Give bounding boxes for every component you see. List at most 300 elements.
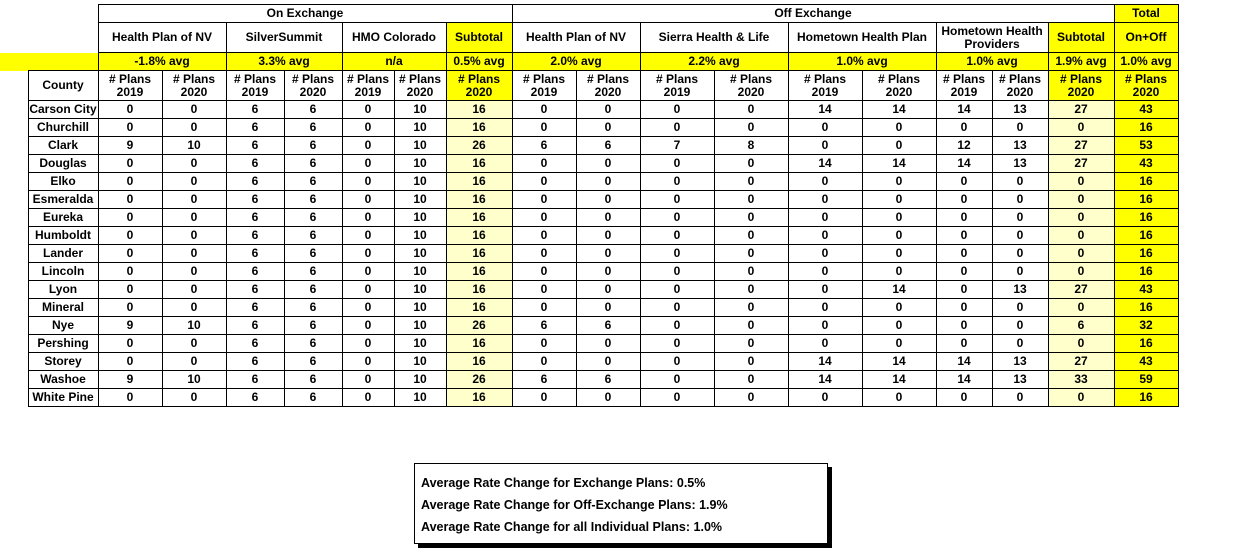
cell: 0 <box>640 101 714 119</box>
cell-subtotal-on: 16 <box>446 281 512 299</box>
cell: 14 <box>936 155 992 173</box>
note-line-exchange: Average Rate Change for Exchange Plans: 0.5% <box>421 476 706 490</box>
cell: 0 <box>788 209 862 227</box>
cell: 10 <box>394 119 446 137</box>
cell: 0 <box>342 299 394 317</box>
cell-total: 59 <box>1114 371 1178 389</box>
cell: 6 <box>226 227 284 245</box>
cell: 7 <box>640 137 714 155</box>
cell: 0 <box>576 209 640 227</box>
cell-subtotal-off: 0 <box>1048 335 1114 353</box>
table-row <box>0 389 1178 407</box>
cell: 0 <box>640 317 714 335</box>
cell-subtotal-off: 0 <box>1048 245 1114 263</box>
spacer <box>70 5 84 23</box>
cell: 0 <box>936 119 992 137</box>
cell: 0 <box>342 245 394 263</box>
group-header-on-exchange: On Exchange <box>98 5 512 23</box>
cell-subtotal-on: 16 <box>446 389 512 407</box>
cell-subtotal-off: 27 <box>1048 155 1114 173</box>
cell: 0 <box>162 101 226 119</box>
cell: 0 <box>936 245 992 263</box>
avg-rate-row <box>0 53 1178 71</box>
cell: 0 <box>936 335 992 353</box>
cell: 0 <box>512 299 576 317</box>
cell: 0 <box>640 281 714 299</box>
table-row <box>0 191 1178 209</box>
cell: 6 <box>226 263 284 281</box>
cell: 0 <box>714 209 788 227</box>
cell: 10 <box>394 227 446 245</box>
subheader-cell-total <box>1114 71 1178 101</box>
cell: 6 <box>226 191 284 209</box>
table-row <box>0 227 1178 245</box>
cell: 0 <box>992 317 1048 335</box>
spacer <box>0 119 14 137</box>
row-county-label: Washoe <box>28 371 98 389</box>
cell: 0 <box>640 173 714 191</box>
cell: 0 <box>992 173 1048 191</box>
cell: 0 <box>992 209 1048 227</box>
spacer <box>0 371 14 389</box>
cell: 0 <box>576 281 640 299</box>
cell: 0 <box>342 173 394 191</box>
subheader-cell <box>862 71 936 101</box>
cell-subtotal-off: 0 <box>1048 119 1114 137</box>
cell: 10 <box>394 101 446 119</box>
spacer <box>28 5 42 23</box>
cell: 0 <box>788 173 862 191</box>
cell: 6 <box>284 389 342 407</box>
spacer <box>42 53 56 71</box>
cell: 0 <box>98 263 162 281</box>
cell: 0 <box>936 227 992 245</box>
cell: 13 <box>992 137 1048 155</box>
cell-total: 43 <box>1114 353 1178 371</box>
cell: 0 <box>576 245 640 263</box>
subheader-year: 2020 <box>594 84 622 99</box>
spacer <box>0 101 14 119</box>
cell: 6 <box>226 335 284 353</box>
cell: 0 <box>98 191 162 209</box>
cell-subtotal-off: 27 <box>1048 281 1114 299</box>
cell: 0 <box>576 353 640 371</box>
cell-total: 16 <box>1114 263 1178 281</box>
avg-silversummit: 3.3% avg <box>226 53 342 71</box>
cell: 0 <box>512 227 576 245</box>
cell: 0 <box>936 281 992 299</box>
spacer <box>14 173 28 191</box>
cell: 6 <box>284 371 342 389</box>
table-row <box>0 119 1178 137</box>
subheader-cell <box>992 71 1048 101</box>
cell: 14 <box>936 353 992 371</box>
avg-health-plan-nv-off: 2.0% avg <box>512 53 640 71</box>
spacer <box>14 389 28 407</box>
cell: 0 <box>342 191 394 209</box>
cell: 0 <box>98 173 162 191</box>
cell: 0 <box>342 353 394 371</box>
cell: 14 <box>788 353 862 371</box>
spacer <box>0 245 14 263</box>
subheader-label: # Plans <box>998 71 1042 86</box>
spacer <box>28 53 42 71</box>
cell: 0 <box>992 263 1048 281</box>
cell: 0 <box>576 299 640 317</box>
row-county-label: Elko <box>28 173 98 191</box>
note-line-all-individual: Average Rate Change for all Individual Plans: 1.0% <box>421 520 723 534</box>
subheader-label: # Plans <box>877 71 921 86</box>
note-line-off-exchange: Average Rate Change for Off-Exchange Plans: 1.9% <box>421 498 728 512</box>
table-row <box>0 371 1178 389</box>
subheader-label: # Plans <box>291 71 335 86</box>
cell: 0 <box>788 281 862 299</box>
subheader-cell <box>98 71 162 101</box>
cell: 0 <box>788 137 862 155</box>
spacer <box>0 5 14 23</box>
cell: 14 <box>788 155 862 173</box>
cell: 0 <box>714 299 788 317</box>
group-header-total: Total <box>1114 5 1178 23</box>
cell: 0 <box>342 335 394 353</box>
cell: 0 <box>162 335 226 353</box>
spacer <box>84 23 98 53</box>
cell: 0 <box>512 335 576 353</box>
subheader-row <box>0 71 1178 101</box>
cell-total: 16 <box>1114 173 1178 191</box>
cell: 0 <box>640 209 714 227</box>
spacer <box>14 227 28 245</box>
cell: 14 <box>862 281 936 299</box>
cell: 0 <box>992 299 1048 317</box>
carrier-hometown-health-providers: Hometown Health Providers <box>936 23 1048 53</box>
subheader-year: 2020 <box>1067 84 1095 99</box>
spacer <box>0 299 14 317</box>
cell: 10 <box>394 137 446 155</box>
cell: 6 <box>576 137 640 155</box>
table-row <box>0 209 1178 227</box>
cell-total: 16 <box>1114 335 1178 353</box>
cell-total: 53 <box>1114 137 1178 155</box>
cell: 0 <box>98 155 162 173</box>
spacer <box>14 245 28 263</box>
cell: 0 <box>342 389 394 407</box>
cell: 0 <box>98 281 162 299</box>
cell: 0 <box>576 155 640 173</box>
spacer <box>56 5 70 23</box>
spacer <box>0 53 14 71</box>
cell-subtotal-off: 0 <box>1048 389 1114 407</box>
cell: 0 <box>788 227 862 245</box>
subheader-label: # Plans <box>803 71 847 86</box>
carrier-subtotal-off: Subtotal <box>1048 23 1114 53</box>
cell: 0 <box>714 119 788 137</box>
cell-subtotal-on: 26 <box>446 137 512 155</box>
cell: 0 <box>714 389 788 407</box>
cell: 0 <box>992 119 1048 137</box>
cell: 0 <box>714 371 788 389</box>
spacer <box>70 53 84 71</box>
cell: 0 <box>576 227 640 245</box>
spacer <box>14 209 28 227</box>
cell-subtotal-off: 27 <box>1048 101 1114 119</box>
spacer <box>14 281 28 299</box>
table-row <box>0 353 1178 371</box>
cell: 12 <box>936 137 992 155</box>
cell: 0 <box>342 263 394 281</box>
cell-subtotal-on: 16 <box>446 101 512 119</box>
cell: 0 <box>512 173 576 191</box>
cell: 14 <box>862 101 936 119</box>
cell-subtotal-on: 16 <box>446 191 512 209</box>
cell: 10 <box>394 155 446 173</box>
cell: 6 <box>226 119 284 137</box>
cell: 0 <box>788 335 862 353</box>
cell: 0 <box>640 335 714 353</box>
subheader-label: # Plans <box>1059 71 1103 86</box>
cell: 6 <box>226 137 284 155</box>
cell: 0 <box>98 353 162 371</box>
cell: 0 <box>576 263 640 281</box>
cell: 0 <box>576 335 640 353</box>
avg-health-plan-nv-on: -1.8% avg <box>98 53 226 71</box>
cell: 6 <box>226 299 284 317</box>
cell: 10 <box>162 371 226 389</box>
cell-subtotal-off: 0 <box>1048 299 1114 317</box>
subheader-cell <box>640 71 714 101</box>
spacer <box>0 335 14 353</box>
cell: 0 <box>98 299 162 317</box>
subheader-year: 2019 <box>241 84 269 99</box>
cell: 14 <box>862 371 936 389</box>
spacer <box>0 353 14 371</box>
cell: 6 <box>226 209 284 227</box>
subheader-year: 2020 <box>1006 84 1034 99</box>
spacer <box>56 53 70 71</box>
cell: 0 <box>162 191 226 209</box>
cell: 6 <box>284 173 342 191</box>
cell: 14 <box>862 155 936 173</box>
spacer <box>56 23 70 53</box>
cell: 0 <box>788 245 862 263</box>
cell: 0 <box>640 299 714 317</box>
cell: 6 <box>226 371 284 389</box>
cell: 0 <box>342 101 394 119</box>
carrier-hmo-colorado: HMO Colorado <box>342 23 446 53</box>
cell: 6 <box>284 101 342 119</box>
cell: 6 <box>284 119 342 137</box>
carrier-health-plan-nv-on: Health Plan of NV <box>98 23 226 53</box>
cell: 0 <box>640 191 714 209</box>
cell-subtotal-off: 0 <box>1048 173 1114 191</box>
cell: 0 <box>98 209 162 227</box>
spacer <box>0 191 14 209</box>
cell-subtotal-off: 0 <box>1048 209 1114 227</box>
cell: 0 <box>862 335 936 353</box>
cell: 10 <box>162 137 226 155</box>
cell: 0 <box>992 335 1048 353</box>
cell: 0 <box>162 389 226 407</box>
spacer <box>14 71 28 101</box>
cell: 10 <box>394 191 446 209</box>
cell: 0 <box>342 119 394 137</box>
cell-subtotal-off: 27 <box>1048 137 1114 155</box>
cell: 0 <box>936 209 992 227</box>
carrier-silversummit: SilverSummit <box>226 23 342 53</box>
cell: 9 <box>98 317 162 335</box>
spacer <box>0 155 14 173</box>
cell: 0 <box>98 101 162 119</box>
cell: 0 <box>640 389 714 407</box>
cell: 0 <box>162 263 226 281</box>
cell: 0 <box>162 353 226 371</box>
cell: 0 <box>714 227 788 245</box>
spacer <box>14 353 28 371</box>
cell: 0 <box>342 155 394 173</box>
cell-subtotal-on: 16 <box>446 227 512 245</box>
cell: 0 <box>714 191 788 209</box>
cell: 13 <box>992 371 1048 389</box>
cell: 6 <box>226 101 284 119</box>
cell: 0 <box>162 245 226 263</box>
cell: 0 <box>512 191 576 209</box>
spacer <box>14 155 28 173</box>
cell-subtotal-off: 0 <box>1048 191 1114 209</box>
cell: 0 <box>98 227 162 245</box>
cell: 0 <box>714 317 788 335</box>
avg-sierra-health-life: 2.2% avg <box>640 53 788 71</box>
subheader-year: 2019 <box>530 84 558 99</box>
subheader-cell <box>576 71 640 101</box>
cell: 0 <box>714 263 788 281</box>
cell: 0 <box>576 173 640 191</box>
cell-subtotal-on: 16 <box>446 335 512 353</box>
cell: 0 <box>788 389 862 407</box>
subheader-label: # Plans <box>457 71 501 86</box>
cell: 6 <box>284 281 342 299</box>
subheader-year: 2020 <box>1132 84 1160 99</box>
cell: 0 <box>640 353 714 371</box>
row-county-label: Nye <box>28 317 98 335</box>
subheader-label: # Plans <box>398 71 442 86</box>
cell: 9 <box>98 137 162 155</box>
avg-hmo-colorado: n/a <box>342 53 446 71</box>
spacer <box>14 101 28 119</box>
spacer <box>14 263 28 281</box>
cell: 0 <box>342 317 394 335</box>
cell: 6 <box>226 245 284 263</box>
cell: 0 <box>788 317 862 335</box>
subheader-year: 2020 <box>299 84 327 99</box>
row-county-label: Douglas <box>28 155 98 173</box>
subheader-label: # Plans <box>233 71 277 86</box>
cell: 6 <box>284 209 342 227</box>
cell: 0 <box>714 101 788 119</box>
cell: 0 <box>640 227 714 245</box>
cell: 6 <box>284 335 342 353</box>
table-row <box>0 335 1178 353</box>
spacer <box>14 317 28 335</box>
spacer <box>0 137 14 155</box>
row-county-label: Storey <box>28 353 98 371</box>
subheader-label: # Plans <box>655 71 699 86</box>
row-county-label: Lyon <box>28 281 98 299</box>
cell: 0 <box>512 101 576 119</box>
subheader-year: 2020 <box>465 84 493 99</box>
cell-subtotal-off: 0 <box>1048 227 1114 245</box>
carrier-hometown-health-plan: Hometown Health Plan <box>788 23 936 53</box>
cell: 6 <box>284 299 342 317</box>
table-row <box>0 173 1178 191</box>
cell: 0 <box>714 335 788 353</box>
subheader-year: 2019 <box>116 84 144 99</box>
cell: 6 <box>284 227 342 245</box>
cell: 6 <box>284 263 342 281</box>
cell-subtotal-on: 16 <box>446 173 512 191</box>
cell: 0 <box>714 245 788 263</box>
cell-total: 16 <box>1114 119 1178 137</box>
subheader-cell <box>394 71 446 101</box>
cell: 10 <box>394 245 446 263</box>
cell-subtotal-on: 16 <box>446 209 512 227</box>
spacer <box>0 173 14 191</box>
spacer <box>84 53 98 71</box>
cell: 0 <box>640 263 714 281</box>
subheader-year: 2019 <box>663 84 691 99</box>
spacer <box>14 119 28 137</box>
cell: 10 <box>394 371 446 389</box>
spacer <box>14 191 28 209</box>
cell: 6 <box>284 155 342 173</box>
row-county-label: Mineral <box>28 299 98 317</box>
cell: 0 <box>98 335 162 353</box>
cell: 6 <box>284 353 342 371</box>
subheader-year: 2020 <box>737 84 765 99</box>
spacer <box>14 299 28 317</box>
spacer <box>0 263 14 281</box>
cell: 0 <box>862 191 936 209</box>
subheader-label: # Plans <box>522 71 566 86</box>
cell-total: 43 <box>1114 281 1178 299</box>
cell: 0 <box>862 173 936 191</box>
cell: 0 <box>788 299 862 317</box>
row-county-label: Clark <box>28 137 98 155</box>
cell: 0 <box>512 155 576 173</box>
spacer <box>14 371 28 389</box>
column-header-county: County <box>28 71 98 101</box>
cell: 10 <box>394 353 446 371</box>
cell: 0 <box>862 317 936 335</box>
spacer <box>0 227 14 245</box>
cell: 0 <box>862 245 936 263</box>
cell-subtotal-on: 16 <box>446 155 512 173</box>
cell: 0 <box>342 137 394 155</box>
cell: 0 <box>936 263 992 281</box>
spacer <box>0 71 14 101</box>
cell: 0 <box>512 245 576 263</box>
subheader-cell <box>162 71 226 101</box>
cell: 10 <box>394 317 446 335</box>
avg-hometown-health-providers: 1.0% avg <box>936 53 1048 71</box>
subheader-label: # Plans <box>346 71 390 86</box>
cell: 10 <box>394 335 446 353</box>
cell: 0 <box>992 227 1048 245</box>
cell: 14 <box>788 371 862 389</box>
row-county-label: Lincoln <box>28 263 98 281</box>
cell: 0 <box>576 191 640 209</box>
subheader-label: # Plans <box>586 71 630 86</box>
cell: 0 <box>714 173 788 191</box>
